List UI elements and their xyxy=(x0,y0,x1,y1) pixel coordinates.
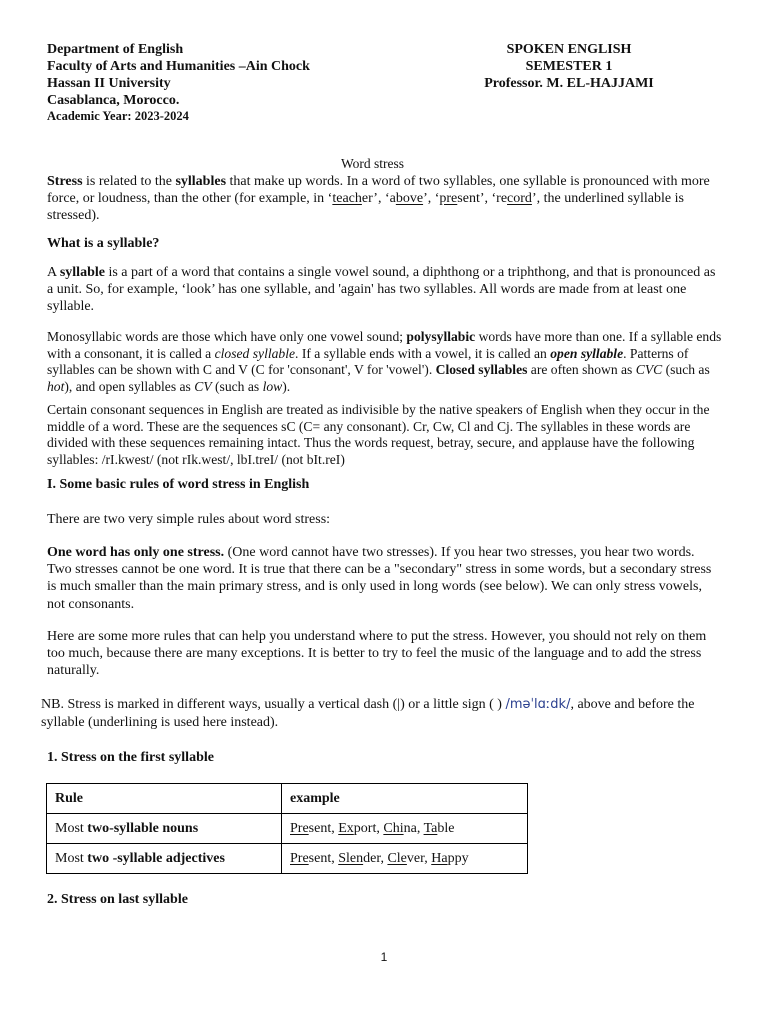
consonant-sequences-paragraph: Certain consonant sequences in English are treated as indivisible by the native speakers of English when they occur in the middle of a word. These are the sequences sC (C= any consonant). Cr, Cw, Cl and Cj. The syllables in these words are divided with these sequences remaining intact. Thus the words request, betray, secure, and applause have the following syllables: /rI.kwest/ (not rIk.west/, lbI.treI/ (not bIt.reI) xyxy=(47,402,710,467)
page-title: Word stress xyxy=(340,156,405,171)
example-cell: Present, Slender, Clever, Happy xyxy=(282,844,528,874)
text: na xyxy=(403,820,417,836)
stress-rules-table xyxy=(46,783,528,874)
academic-year: Academic Year: 2023-2024 xyxy=(47,109,189,123)
text: two-syllable nouns xyxy=(87,820,199,836)
text: (such as xyxy=(211,378,263,394)
cvc-pattern: CVC xyxy=(635,362,663,378)
text: Slen xyxy=(338,850,364,866)
faculty-line: Faculty of Arts and Humanities –Ain Chock xyxy=(47,59,310,74)
stress-marking-note xyxy=(41,696,736,731)
text: port xyxy=(353,820,377,836)
stressed-syllable: teach xyxy=(332,191,362,207)
text: sent xyxy=(308,820,332,836)
example-low: low xyxy=(262,378,283,394)
text: Rule xyxy=(55,790,83,806)
rules-intro: There are two very simple rules about word stress: xyxy=(47,512,331,527)
text: Chi xyxy=(383,820,404,836)
text: . If a syllable ends with a vowel, it is called an xyxy=(295,345,551,361)
professor: Professor. M. EL-HAJJAMI xyxy=(484,76,654,91)
ipa-transcription: /məˈlɑːdk/ xyxy=(505,697,571,712)
stress-intro-paragraph xyxy=(47,173,722,225)
text: sent xyxy=(308,850,332,866)
text: ). xyxy=(282,378,291,394)
text: two -syllable adjectives xyxy=(87,850,225,866)
text: example xyxy=(290,790,340,806)
last-syllable-heading: 2. Stress on last syllable xyxy=(47,892,188,907)
closed-syllable-term: closed syllable xyxy=(214,345,296,361)
university-line: Hassan II University xyxy=(47,76,171,91)
syllable-term: syllable xyxy=(59,265,105,280)
text: NB. Stress is marked in different ways, usually a vertical dash (|) or a little sign ( ) xyxy=(41,697,506,712)
text: sent xyxy=(457,191,480,207)
polysyllabic-term: polysyllabic xyxy=(406,329,476,344)
one-stress-paragraph xyxy=(47,544,722,613)
course-header xyxy=(480,41,658,92)
text: is a part of a word that contains a single vowel sound, a diphthong or a triphthong, and that is pronounced as a unit. So, for example, ‘look’ has one syllable, and 'again' has two syllables. All words are made from at least one syllable. xyxy=(47,265,716,315)
text: ble xyxy=(437,820,455,836)
semester: SEMESTER 1 xyxy=(525,59,613,74)
text: er xyxy=(361,191,374,207)
first-syllable-heading: 1. Stress on the first syllable xyxy=(47,750,214,765)
table-row xyxy=(47,814,528,844)
syllable-definition-paragraph xyxy=(47,264,722,316)
text: (One word cannot have two stresses). If you hear two stresses, you hear two words. Two stresses cannot be one word. It is true that there can be a "secondary" stress in some words, but a secondary stress is much smaller than the main primary stress, and is only used in long words (see below). We can only stress vowels, not consonants. xyxy=(47,545,712,612)
text: ’, ‘ xyxy=(423,191,440,207)
text: Pre xyxy=(290,820,309,836)
example-cell: Present, Export, China, Table xyxy=(282,814,528,844)
text: der xyxy=(363,850,381,866)
text: ver xyxy=(406,850,425,866)
text: A xyxy=(47,265,60,280)
rule-cell xyxy=(47,814,282,844)
text: , above and before the syllable (underlining is used here instead). xyxy=(41,697,695,730)
stressed-syllable: cord xyxy=(507,191,532,207)
rule-cell xyxy=(47,844,282,874)
text: Ex xyxy=(338,820,354,836)
one-stress-rule: One word has only one stress. xyxy=(47,545,225,560)
text: Pre xyxy=(290,850,309,866)
more-rules-paragraph: Here are some more rules that can help you understand where to put the stress. However, you should not rely on them too much, because there are many exceptions. It is better to try to feel the music of the language and to add the stress naturally. xyxy=(47,629,707,679)
header-example xyxy=(282,784,528,814)
text: Ta xyxy=(423,820,438,836)
text: that make up words. In a word of two syllables, one syllable is pronounced with more force, or loudness, than the other (for example, in ‘ xyxy=(47,174,710,207)
page-number: 1 xyxy=(380,950,388,964)
course-title: SPOKEN ENGLISH xyxy=(506,42,632,57)
department-line: Department of English xyxy=(47,42,184,57)
table-header-row xyxy=(47,784,528,814)
text: . Patterns of syllables can be shown with C and V (C for 'consonant', V for 'vowel'). xyxy=(47,345,689,378)
text: (such as xyxy=(662,362,710,378)
text: Ha xyxy=(431,850,448,866)
text: Cle xyxy=(387,850,407,866)
text: ’, the underlined syllable is stressed). xyxy=(47,191,684,224)
open-syllable-term: open syllable xyxy=(550,345,624,361)
section-1-heading: I. Some basic rules of word stress in English xyxy=(47,477,310,492)
text: ppy xyxy=(447,850,469,866)
example-hot: hot xyxy=(47,378,65,394)
stressed-syllable: bove xyxy=(395,191,424,207)
monosyllabic-paragraph xyxy=(47,329,722,395)
text: ), and open syllables as xyxy=(64,378,195,394)
stress-term: Stress xyxy=(47,174,83,189)
text: Monosyllabic words are those which have only one vowel sound; xyxy=(47,329,407,344)
header-rule xyxy=(47,784,282,814)
stressed-syllable: pre xyxy=(439,191,458,207)
city-line: Casablanca, Morocco. xyxy=(47,93,180,108)
syllables-term: syllables xyxy=(175,174,227,189)
text: is related to the xyxy=(82,174,176,189)
text: are often shown as xyxy=(527,362,636,378)
text: Most xyxy=(55,850,88,866)
text: ’, ‘a xyxy=(373,191,396,207)
text: ’, ‘re xyxy=(479,191,508,207)
closed-syllables-term: Closed syllables xyxy=(435,362,528,378)
text: Most xyxy=(55,820,88,836)
table-row xyxy=(47,844,528,874)
cv-pattern: CV xyxy=(194,378,212,394)
what-is-syllable-heading: What is a syllable? xyxy=(47,236,160,251)
institution-header xyxy=(47,41,310,124)
text: words have more than one. If a syllable ends with a consonant, it is called a xyxy=(47,329,722,361)
